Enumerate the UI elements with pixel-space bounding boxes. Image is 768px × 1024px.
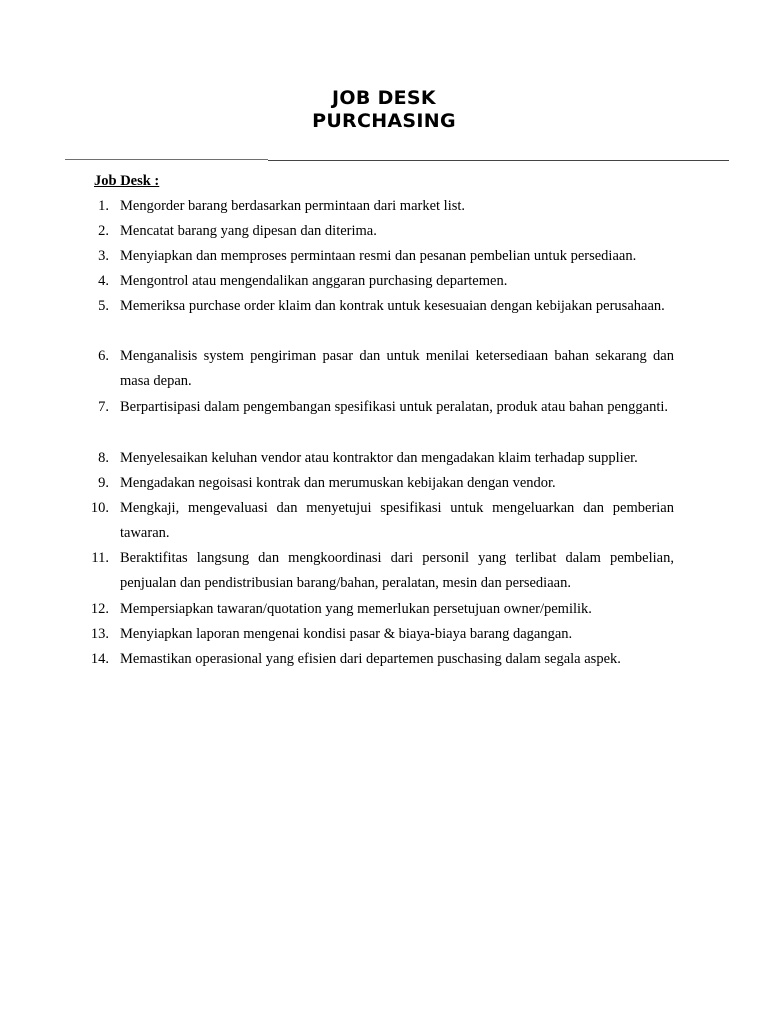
list-item-number: 6.	[98, 348, 109, 364]
list-item-number: 2.	[98, 223, 109, 239]
list-item-text: Mengkaji, mengevaluasi dan menyetujui spesifikasi untuk mengeluarkan dan pemberian tawaran.	[120, 500, 674, 541]
list-item-number: 11.	[91, 550, 109, 566]
section-heading: Job Desk :	[94, 173, 160, 189]
list-item-number: 10.	[90, 500, 109, 516]
list-item-number: 7.	[98, 399, 109, 415]
list-item-text: Beraktifitas langsung dan mengkoordinasi dari personil yang terlibat dalam pembelian, penjualan dan pendistribusian barang/bahan, peralatan, mesin dan persediaan.	[120, 550, 674, 591]
list-item-number: 4.	[98, 273, 109, 289]
header-divider-left	[65, 159, 268, 160]
list-item-text: Mengadakan negoisasi kontrak dan merumuskan kebijakan dengan vendor.	[120, 475, 556, 491]
list-item-number: 8.	[98, 450, 109, 466]
document-title-line-2: PURCHASING	[312, 110, 456, 132]
list-item-text: Mencatat barang yang dipesan dan diterima.	[120, 223, 377, 239]
list-item-text: Berpartisipasi dalam pengembangan spesifikasi untuk peralatan, produk atau bahan pengganti.	[120, 399, 669, 415]
list-item-number: 12.	[90, 601, 109, 617]
header-divider-right	[268, 160, 729, 161]
list-item-number: 14.	[90, 651, 109, 667]
list-item-text: Menyiapkan dan memproses permintaan resmi dan pesanan pembelian untuk persediaan.	[120, 248, 637, 264]
list-item-text: Mempersiapkan tawaran/quotation yang memerlukan persetujuan owner/pemilik.	[120, 601, 592, 617]
document-title-line-1: JOB DESK	[332, 87, 436, 109]
list-item-text: Menyelesaikan keluhan vendor atau kontraktor dan mengadakan klaim terhadap supplier.	[120, 450, 638, 466]
list-item-text: Menyiapkan laporan mengenai kondisi pasar & biaya-biaya barang dagangan.	[120, 626, 573, 642]
list-item-number: 13.	[90, 626, 109, 642]
list-item-text: Mengontrol atau mengendalikan anggaran purchasing departemen.	[120, 273, 508, 289]
list-item-number: 3.	[98, 248, 109, 264]
list-item-number: 5.	[98, 298, 109, 314]
list-item-text: Menganalisis system pengiriman pasar dan untuk menilai ketersediaan bahan sekarang dan masa depan.	[120, 348, 674, 389]
list-item-text: Mengorder barang berdasarkan permintaan dari market list.	[120, 198, 466, 214]
list-item-text: Memastikan operasional yang efisien dari departemen puschasing dalam segala aspek.	[120, 651, 621, 667]
list-item-text: Memeriksa purchase order klaim dan kontrak untuk kesesuaian dengan kebijakan perusahaan.	[120, 298, 665, 314]
list-item-number: 1.	[98, 198, 109, 214]
list-item-number: 9.	[98, 475, 109, 491]
